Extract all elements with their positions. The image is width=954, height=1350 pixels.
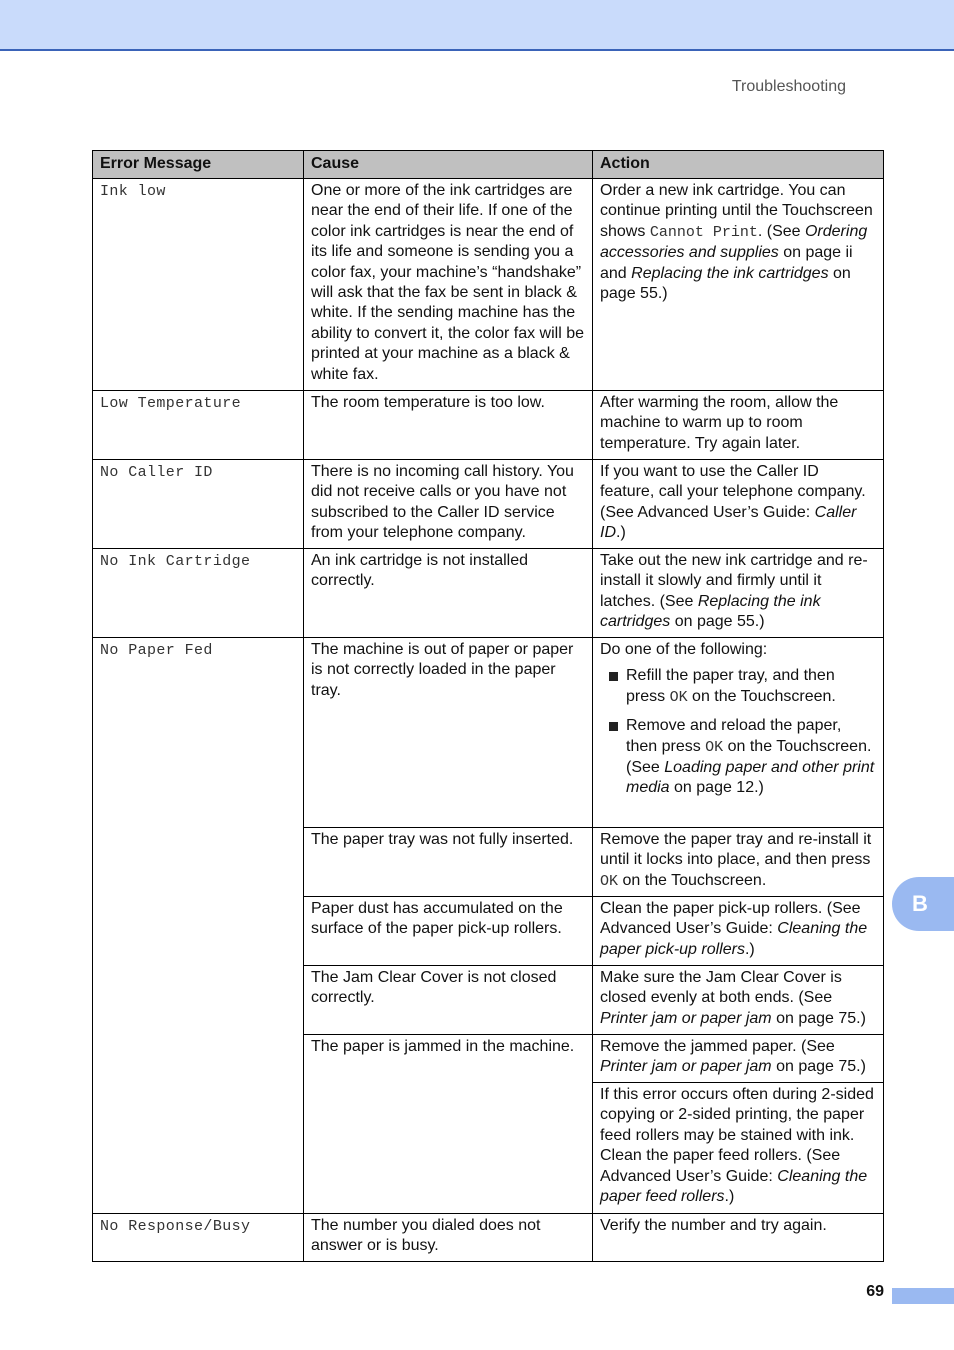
action-text: Take out the new ink cartridge and re-install it slowly and firmly until it latches. (See: [600, 552, 868, 610]
reference-title: Printer jam or paper jam: [600, 1058, 772, 1076]
page-number: 69: [866, 1283, 884, 1300]
action-text: on the Touchscreen.: [618, 871, 767, 889]
action-cell: [593, 1035, 884, 1083]
action-text: on page 75.): [771, 1058, 866, 1076]
cause-cell: The paper is jammed in the machine.: [304, 1035, 593, 1214]
cause-cell: The number you dialed does not answer or is busy.: [304, 1214, 593, 1262]
appendix-tab: [892, 877, 954, 931]
action-cell: Verify the number and try again.: [593, 1214, 884, 1262]
action-cell: [593, 1083, 884, 1214]
cause-cell: Paper dust has accumulated on the surface of the paper pick-up rollers.: [304, 897, 593, 966]
action-text: on page 55.): [600, 264, 851, 303]
table-row: [93, 460, 884, 549]
display-message: Cannot Print: [649, 223, 758, 241]
action-text: . (See: [757, 222, 805, 240]
cause-cell: The paper tray was not fully inserted.: [304, 828, 593, 897]
action-cell: [593, 966, 884, 1035]
action-text: on page 12.): [669, 779, 764, 797]
cause-cell: The Jam Clear Cover is not closed correctly.: [304, 966, 593, 1035]
reference-title: Printer jam or paper jam: [600, 1009, 772, 1027]
error-message-cell: [93, 179, 304, 391]
error-table: [92, 150, 884, 1262]
error-message: No Ink Cartridge: [100, 553, 251, 570]
table-row: [93, 391, 884, 460]
list-item: [626, 716, 876, 799]
cause-cell: There is no incoming call history. You did not receive calls or you have not subscribed to the Caller ID service from your telephone company.: [304, 460, 593, 549]
error-message-cell: [93, 391, 304, 460]
error-message-cell: [93, 460, 304, 549]
reference-title: Replacing the ink cartridges: [631, 264, 829, 282]
action-text: If this error occurs often during 2-sided copying or 2-sided printing, the paper feed rollers may be stained with ink. Clean the paper feed rollers. (See Advanced User’s Guide:: [600, 1086, 874, 1185]
column-header-action: Action: [593, 151, 884, 179]
action-cell: [593, 179, 884, 391]
header-band: [0, 0, 954, 51]
action-cell: [593, 549, 884, 638]
button-name: OK: [600, 872, 619, 890]
action-text: Refill the paper tray, and then press: [626, 667, 835, 705]
table-row: [93, 179, 884, 391]
action-intro: Do one of the following:: [600, 641, 768, 658]
action-text: Order a new ink cartridge. You can continue printing until the Touchscreen shows: [600, 182, 873, 240]
cause-cell: The machine is out of paper or paper is not correctly loaded in the paper tray.: [304, 638, 593, 828]
error-message: Low Temperature: [100, 395, 242, 412]
action-cell: [593, 897, 884, 966]
action-text: .): [744, 940, 755, 958]
table-header-row: [93, 151, 884, 179]
cause-cell: One or more of the ink cartridges are near the end of their life. If one of the color ink cartridges is near the end of its life and someone is sending you a color fax, your machine’s “handshake” will ask that the fax be sent in black & white. If the sending machine has the ability to convert it, the color fax will be printed at your machine as a black & white fax.: [304, 179, 593, 391]
action-text: Remove and reload the paper, then press: [626, 717, 842, 755]
column-header-cause: Cause: [304, 151, 593, 179]
list-item: [626, 666, 876, 708]
action-text: on the Touchscreen.: [687, 687, 836, 705]
column-header-error-message: Error Message: [93, 151, 304, 179]
action-text: .): [724, 1188, 735, 1206]
table-row: [93, 1214, 884, 1262]
action-text: .): [616, 524, 626, 542]
reference-title: Loading paper and other print media: [626, 759, 875, 797]
cause-cell: The room temperature is too low.: [304, 391, 593, 460]
action-text: If you want to use the Caller ID feature, call your telephone company. (See Advanced User’s Guide:: [600, 463, 866, 521]
action-text: on page 75.): [771, 1009, 866, 1027]
action-text: on page 55.): [670, 613, 765, 631]
action-cell: [593, 828, 884, 897]
reference-title: Cleaning the paper pick-up rollers: [600, 920, 868, 958]
table-row: [93, 549, 884, 638]
action-text: Clean the paper pick-up rollers. (See Advanced User’s Guide:: [600, 900, 861, 938]
action-cell: After warming the room, allow the machine to warm up to room temperature. Try again later.: [593, 391, 884, 460]
page-number-band: [892, 1288, 954, 1304]
reference-title: Ordering accessories and supplies: [600, 222, 868, 262]
action-cell: [593, 638, 884, 828]
error-message: No Response/Busy: [100, 1218, 251, 1235]
reference-title: Replacing the ink cartridges: [600, 592, 821, 631]
action-text: Make sure the Jam Clear Cover is closed evenly at both ends. (See: [600, 969, 842, 1007]
action-text: Remove the paper tray and re-install it until it locks into place, and then press: [600, 831, 872, 869]
action-cell: [593, 460, 884, 549]
error-message-cell: [93, 1214, 304, 1262]
error-message: No Caller ID: [100, 464, 213, 481]
table-row: [93, 638, 884, 828]
action-text: on page ii and: [600, 244, 853, 282]
action-list: [600, 666, 876, 798]
reference-title: Cleaning the paper feed rollers: [600, 1167, 868, 1206]
cause-cell: An ink cartridge is not installed correctly.: [304, 549, 593, 638]
button-name: OK: [705, 738, 724, 756]
error-message-cell: [93, 549, 304, 638]
error-message-cell: [93, 638, 304, 1214]
error-message: No Paper Fed: [100, 642, 213, 659]
section-title: Troubleshooting: [731, 78, 846, 95]
action-text: Remove the jammed paper. (See: [600, 1038, 835, 1055]
reference-title: Caller ID: [600, 503, 857, 542]
error-message: Ink low: [100, 183, 166, 200]
button-name: OK: [669, 688, 688, 706]
appendix-tab-label: B: [912, 891, 928, 916]
action-text: on the Touchscreen. (See: [626, 737, 872, 777]
